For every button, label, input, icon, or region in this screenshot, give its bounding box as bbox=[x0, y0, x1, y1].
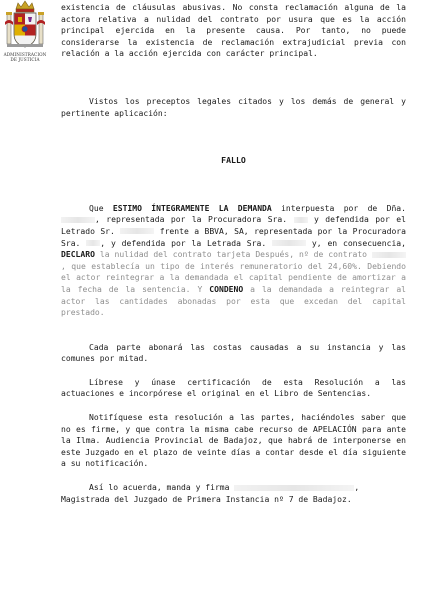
redacted-name bbox=[120, 228, 154, 234]
redacted-name bbox=[272, 240, 306, 246]
redacted-contract-number bbox=[372, 252, 406, 258]
paragraph-ruling: Que ESTIMO ÍNTEGRAMENTE LA DEMANDA interpuesta por de Dña. , representada por la Procuradora Sra. y defendida por el Letrado Sr. frente a BBVA, SA, representada por la Procuradora Sra. , y defendida por la Letrada Sra. y, en consecuencia, DECLARO la nulidad del contrato tarjeta Después, nº de contrato , que establecía un tipo de interés remuneratorio del 24,60%. Debiendo el actor reintegrar a la demandada el capital pendiente de amortizar a la fecha de la sentencia. Y CONDENO a la demandada a reintegrar al actor las cantidades abonadas por esta que excedan del capital prestado. bbox=[61, 203, 407, 318]
paragraph-abusive-clauses: existencia de cláusulas abusivas. No consta reclamación alguna de la actora relativa a nulidad del contrato por usura que es la acción principal ejercida en la presente causa. Por tanto, no puede considerarse la existencia de reclamación extrajudicial previa con relación a la acción ejercida con carácter principal. bbox=[61, 3, 406, 59]
ruling-condeno: CONDENO bbox=[209, 284, 244, 294]
seal-caption-line1: ADMINISTRACION bbox=[3, 52, 47, 57]
coat-of-arms-icon bbox=[5, 0, 45, 52]
paragraph-certification: Líbrese y únase certificación de esta Resolución a las actuaciones e incorpórese el original en el Libro de Sentencias. bbox=[61, 377, 406, 399]
ruling-declaro: DECLARO bbox=[61, 250, 95, 260]
ruling-estimo: ESTIMO ÍNTEGRAMENTE LA DEMANDA bbox=[112, 203, 272, 213]
paragraph-costs: Cada parte abonará las costas causadas a su instancia y las comunes por mitad. bbox=[61, 342, 406, 364]
court-seal bbox=[0, 0, 50, 68]
paragraph-notification: Notifíquese esta resolución a las partes, haciéndoles saber que no es firme, y que contra la misma cabe recurso de APELACIÓN para ante la Ilma. Audiencia Provincial de Badajoz, que habrá de interponerse en este Juzgado en el plazo de veinte días a contar desde el día siguiente a su notificación. bbox=[61, 413, 406, 469]
redacted-judge-name bbox=[234, 485, 354, 491]
paragraph-signature: Así lo acuerda, manda y firma , bbox=[89, 483, 360, 493]
document-body bbox=[61, 2, 406, 505]
paragraph-judge-title: Magistrada del Juzgado de Primera Instancia nº 7 de Badajoz. bbox=[61, 494, 352, 504]
seal-caption-line2: DE JUSTICIA bbox=[10, 57, 40, 62]
redacted-name bbox=[294, 217, 308, 223]
paragraph-legal-precepts: Vistos los preceptos legales citados y los demás de general y pertinente aplicación: bbox=[61, 96, 406, 118]
redacted-name bbox=[86, 240, 100, 246]
ruling-heading: FALLO bbox=[221, 155, 246, 166]
redacted-name bbox=[61, 217, 95, 223]
